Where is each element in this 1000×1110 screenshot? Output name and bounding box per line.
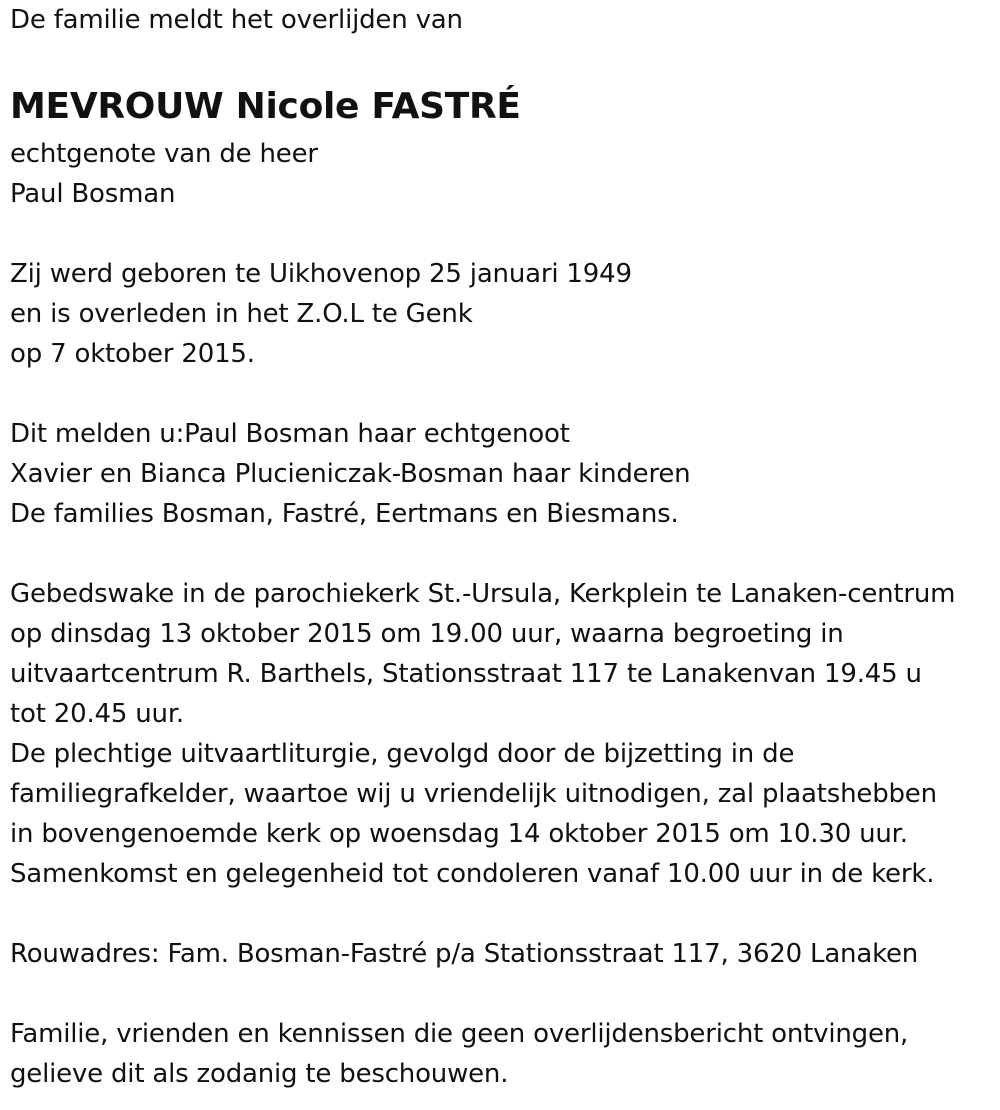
spacer bbox=[10, 894, 995, 934]
ceremony-line: in bovengenoemde kerk op woensdag 14 oktober 2015 om 10.30 uur. bbox=[10, 819, 908, 849]
mourning-address: Rouwadres: Fam. Bosman-Fastré p/a Stationsstraat 117, 3620 Lanaken bbox=[10, 939, 919, 969]
ceremony-line: op dinsdag 13 oktober 2015 om 19.00 uur, waarna begroeting in bbox=[10, 619, 844, 649]
announcer-line: De families Bosman, Fastré, Eertmans en Biesmans. bbox=[10, 499, 679, 529]
death-date-line: op 7 oktober 2015. bbox=[10, 339, 255, 369]
ceremony-line: familiegrafkelder, waartoe wij u vriendelijk uitnodigen, zal plaatshebben bbox=[10, 779, 937, 809]
spacer bbox=[10, 40, 995, 80]
closing-line: gelieve dit als zodanig te beschouwen. bbox=[10, 1059, 509, 1089]
spouse-name: Paul Bosman bbox=[10, 179, 176, 209]
closing-line: Familie, vrienden en kennissen die geen overlijdensbericht ontvingen, bbox=[10, 1019, 909, 1049]
birth-line: Zij werd geboren te Uikhovenop 25 januari 1949 bbox=[10, 259, 632, 289]
obituary-document bbox=[10, 0, 995, 1094]
ceremony-line: tot 20.45 uur. bbox=[10, 699, 184, 729]
spouse-line: echtgenote van de heer bbox=[10, 139, 318, 169]
intro-line: De familie meldt het overlijden van bbox=[10, 5, 463, 35]
ceremony-line: Samenkomst en gelegenheid tot condoleren vanaf 10.00 uur in de kerk. bbox=[10, 859, 935, 889]
announcer-line: Dit melden u:Paul Bosman haar echtgenoot bbox=[10, 419, 570, 449]
deceased-name: MEVROUW Nicole FASTRÉ bbox=[10, 86, 521, 127]
spacer bbox=[10, 534, 995, 574]
spacer bbox=[10, 974, 995, 1014]
death-place-line: en is overleden in het Z.O.L te Genk bbox=[10, 299, 473, 329]
spacer bbox=[10, 214, 995, 254]
spacer bbox=[10, 374, 995, 414]
ceremony-line: uitvaartcentrum R. Barthels, Stationsstraat 117 te Lanakenvan 19.45 u bbox=[10, 659, 922, 689]
ceremony-line: De plechtige uitvaartliturgie, gevolgd door de bijzetting in de bbox=[10, 739, 795, 769]
ceremony-line: Gebedswake in de parochiekerk St.-Ursula, Kerkplein te Lanaken-centrum bbox=[10, 579, 956, 609]
announcer-line: Xavier en Bianca Plucieniczak-Bosman haar kinderen bbox=[10, 459, 691, 489]
